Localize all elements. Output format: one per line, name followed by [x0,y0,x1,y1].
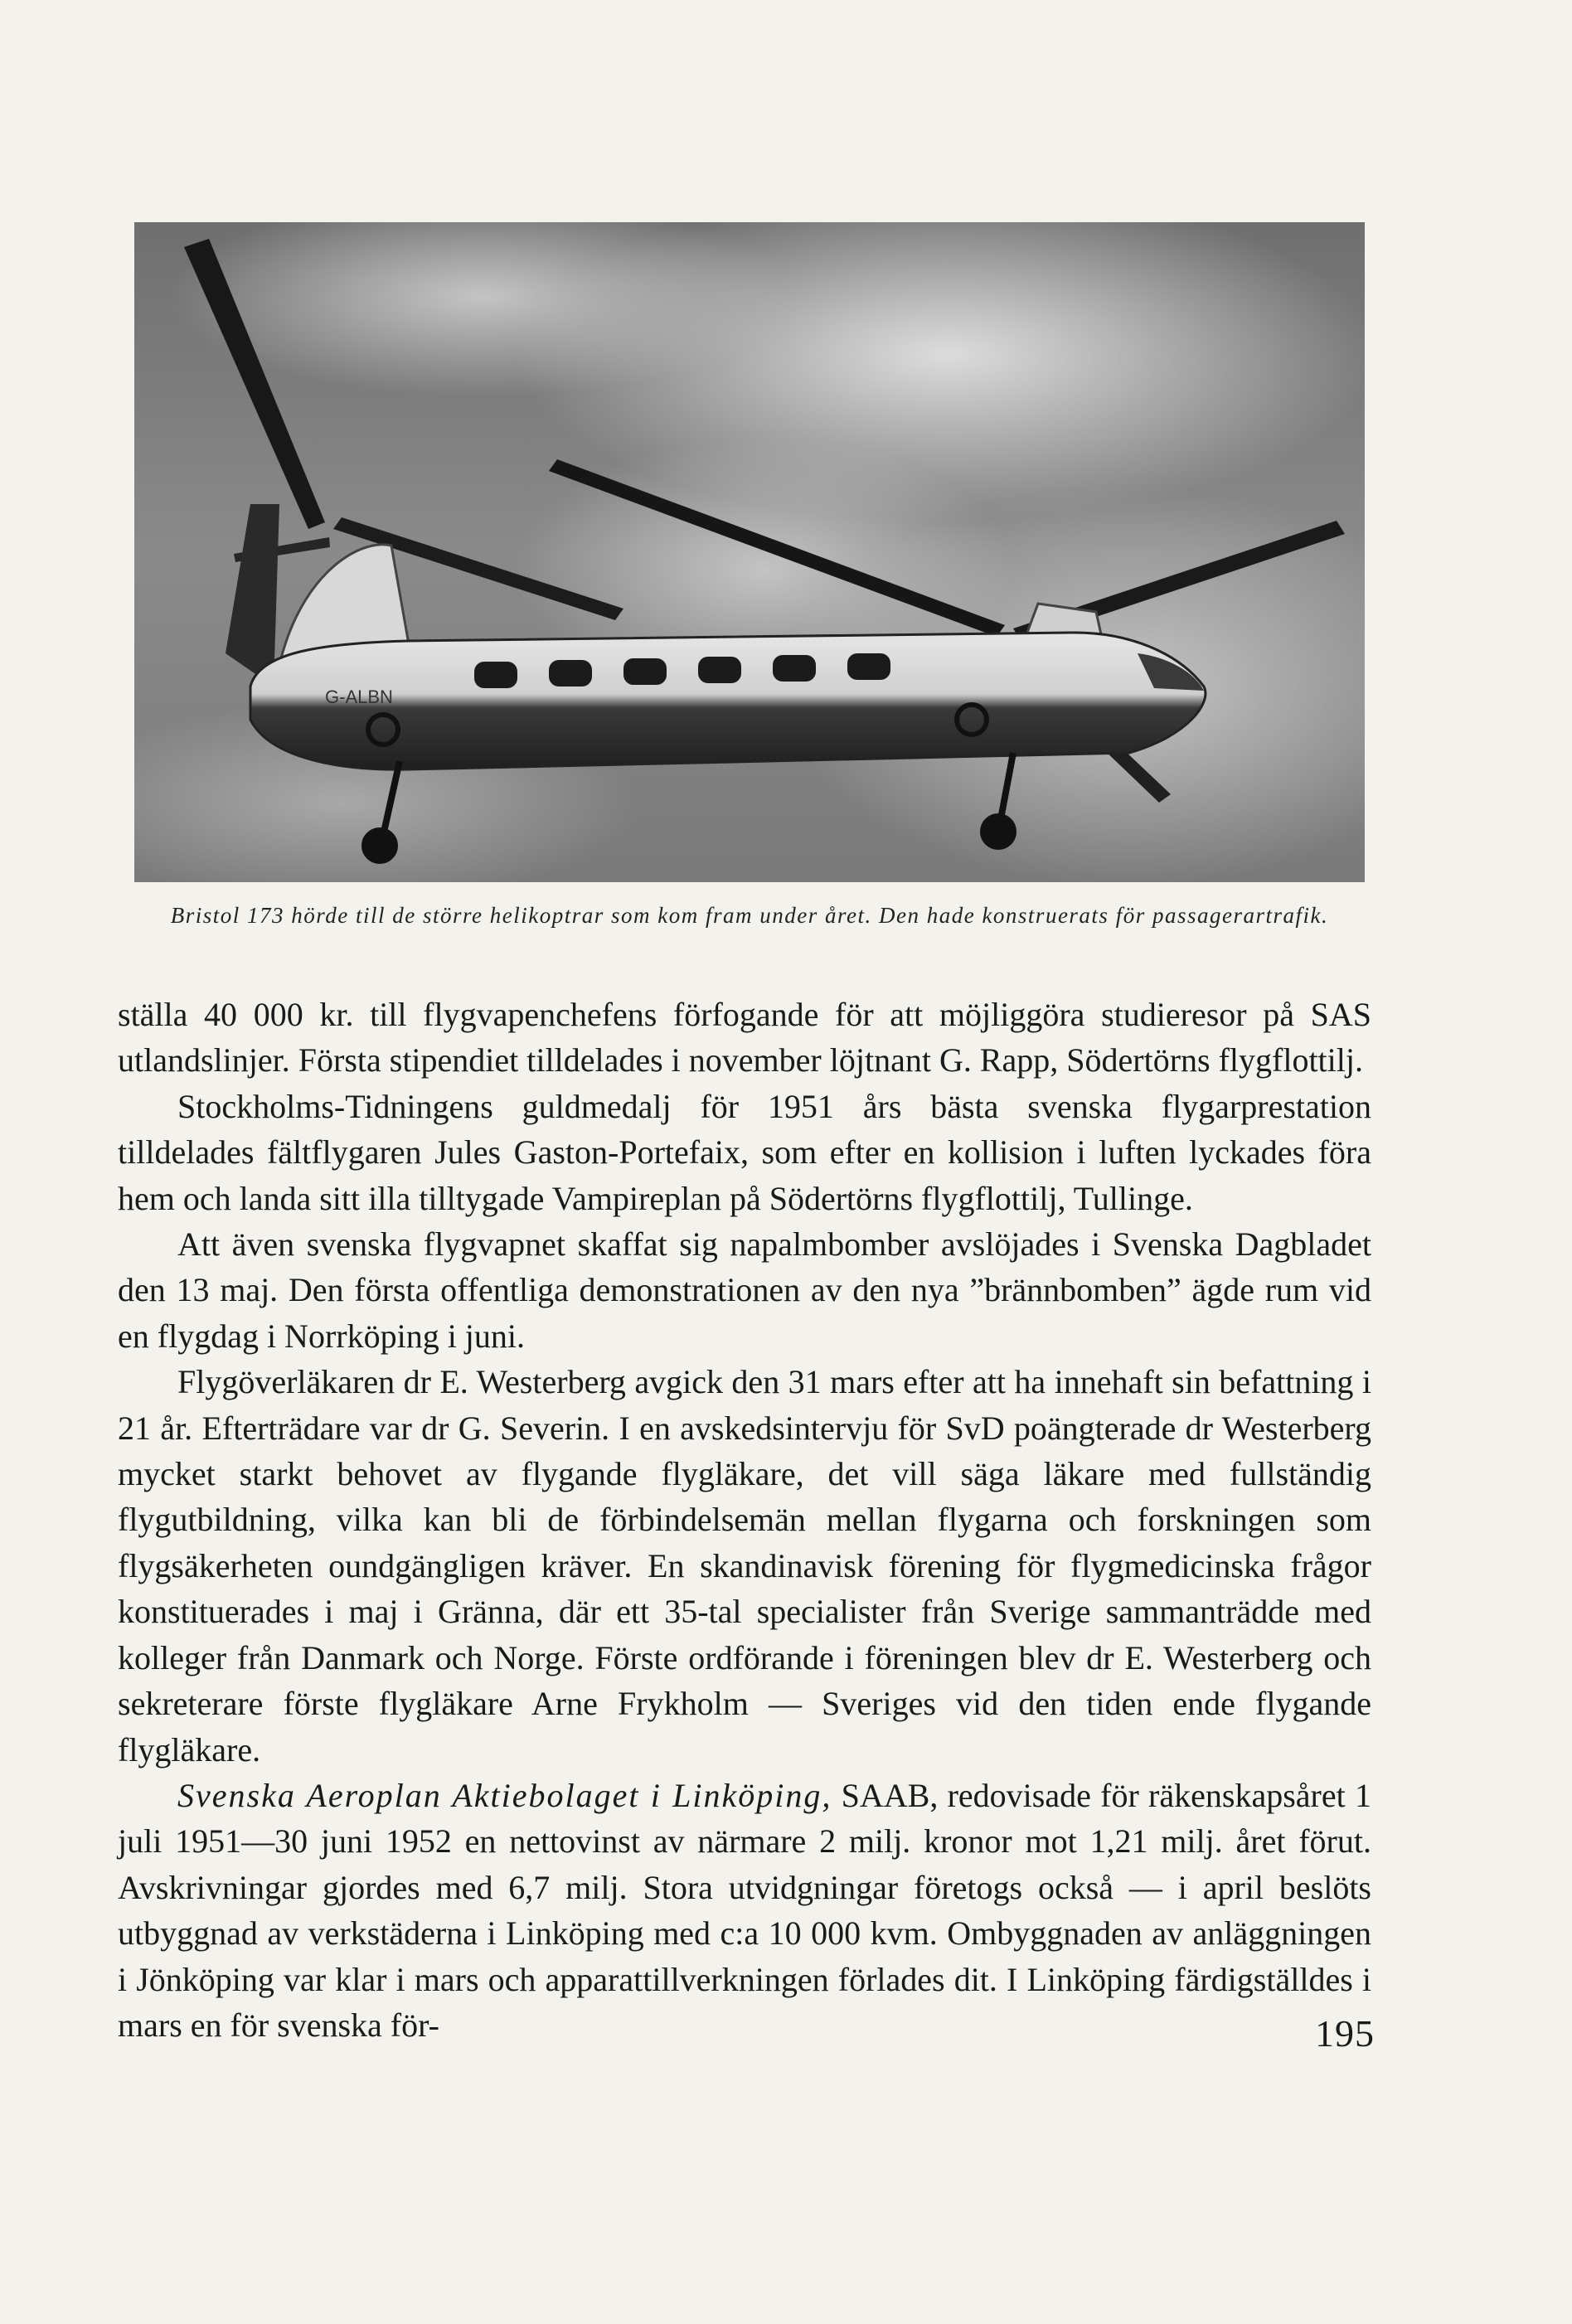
paragraph-napalm: Att även svenska flygvapnet skaffat sig napalmbomber avslöjades i Svenska Dagbladet den 13 maj. Den första offentliga demonstrationen av den nya ”brännbomben” ägde rum vid en flygdag i Norrköping i juni. [118,1225,1371,1355]
saab-company-name: Svenska Aeroplan Aktiebolaget i Linköping, [177,1776,832,1814]
saab-report-text: SAAB, redovisade för räkenskapsåret 1 juli 1951—30 juni 1952 en nettovinst av närmare 2 milj. kronor mot 1,21 milj. året förut. Avskrivningar gjordes med 6,7 milj. Stora utvidgningar företogs också — i april beslöts utbyggnad av verkstäderna i Linköping med c:a 10 000 kvm. Ombyggnaden av anläggningen i Jönköping var klar i mars och apparattillverkningen förlades dit. I Linköping färdigställdes i mars en för svenska för- [118,1776,1371,2044]
page-number: 195 [1315,2012,1375,2055]
bristol-173-helicopter-illustration [134,222,1365,882]
registration-mark: G-ALBN [325,687,393,707]
photo-caption: Bristol 173 hörde till de större helikoptrar som kom fram under året. Den hade konstruerats för passagerartrafik. [170,903,1329,928]
paragraph-scholarship: ställa 40 000 kr. till flygvapenchefens förfogande för att möjliggöra studieresor på SAS utlandslinjer. Första stipendiet tilldelades i november löjtnant G. Rapp, Södertörns flygflottilj. [118,996,1371,1080]
paragraph-gold-medal: Stockholms-Tidningens guldmedalj för 1951 års bästa svenska flygarprestation tilldelades fältflygaren Jules Gaston-Portefaix, som efter en kollision i luften lyckades föra hem och landa sitt illa tilltygade Vampireplan på Södertörns flygflottilj, Tullinge. [118,1087,1371,1217]
helicopter-photo [134,222,1365,882]
article-body [118,992,1371,2048]
paragraph-westerberg: Flygöverläkaren dr E. Westerberg avgick den 31 mars efter att ha innehaft sin befattning i 21 år. Efterträdare var dr G. Severin. I en avskedsintervju för SvD poängterade dr Westerberg mycket starkt behovet av flygande flygläkare, det vill säga läkare med fullständig flygutbildning, vilka kan bli de förbindelsemän mellan flygarna och forskningen som flygsäkerheten oundgängligen kräver. En skandinavisk förening för flygmedicinska frågor konstituerades i maj i Gränna, där ett 35-tal specialister från Sverige sammanträdde med kolleger från Danmark och Norge. Förste ordförande i föreningen blev dr E. Westerberg och sekreterare förste flygläkare Arne Frykholm — Sveriges vid den tiden ende flygande flygläkare. [118,1363,1371,1768]
paragraph-saab [118,1773,1371,2048]
